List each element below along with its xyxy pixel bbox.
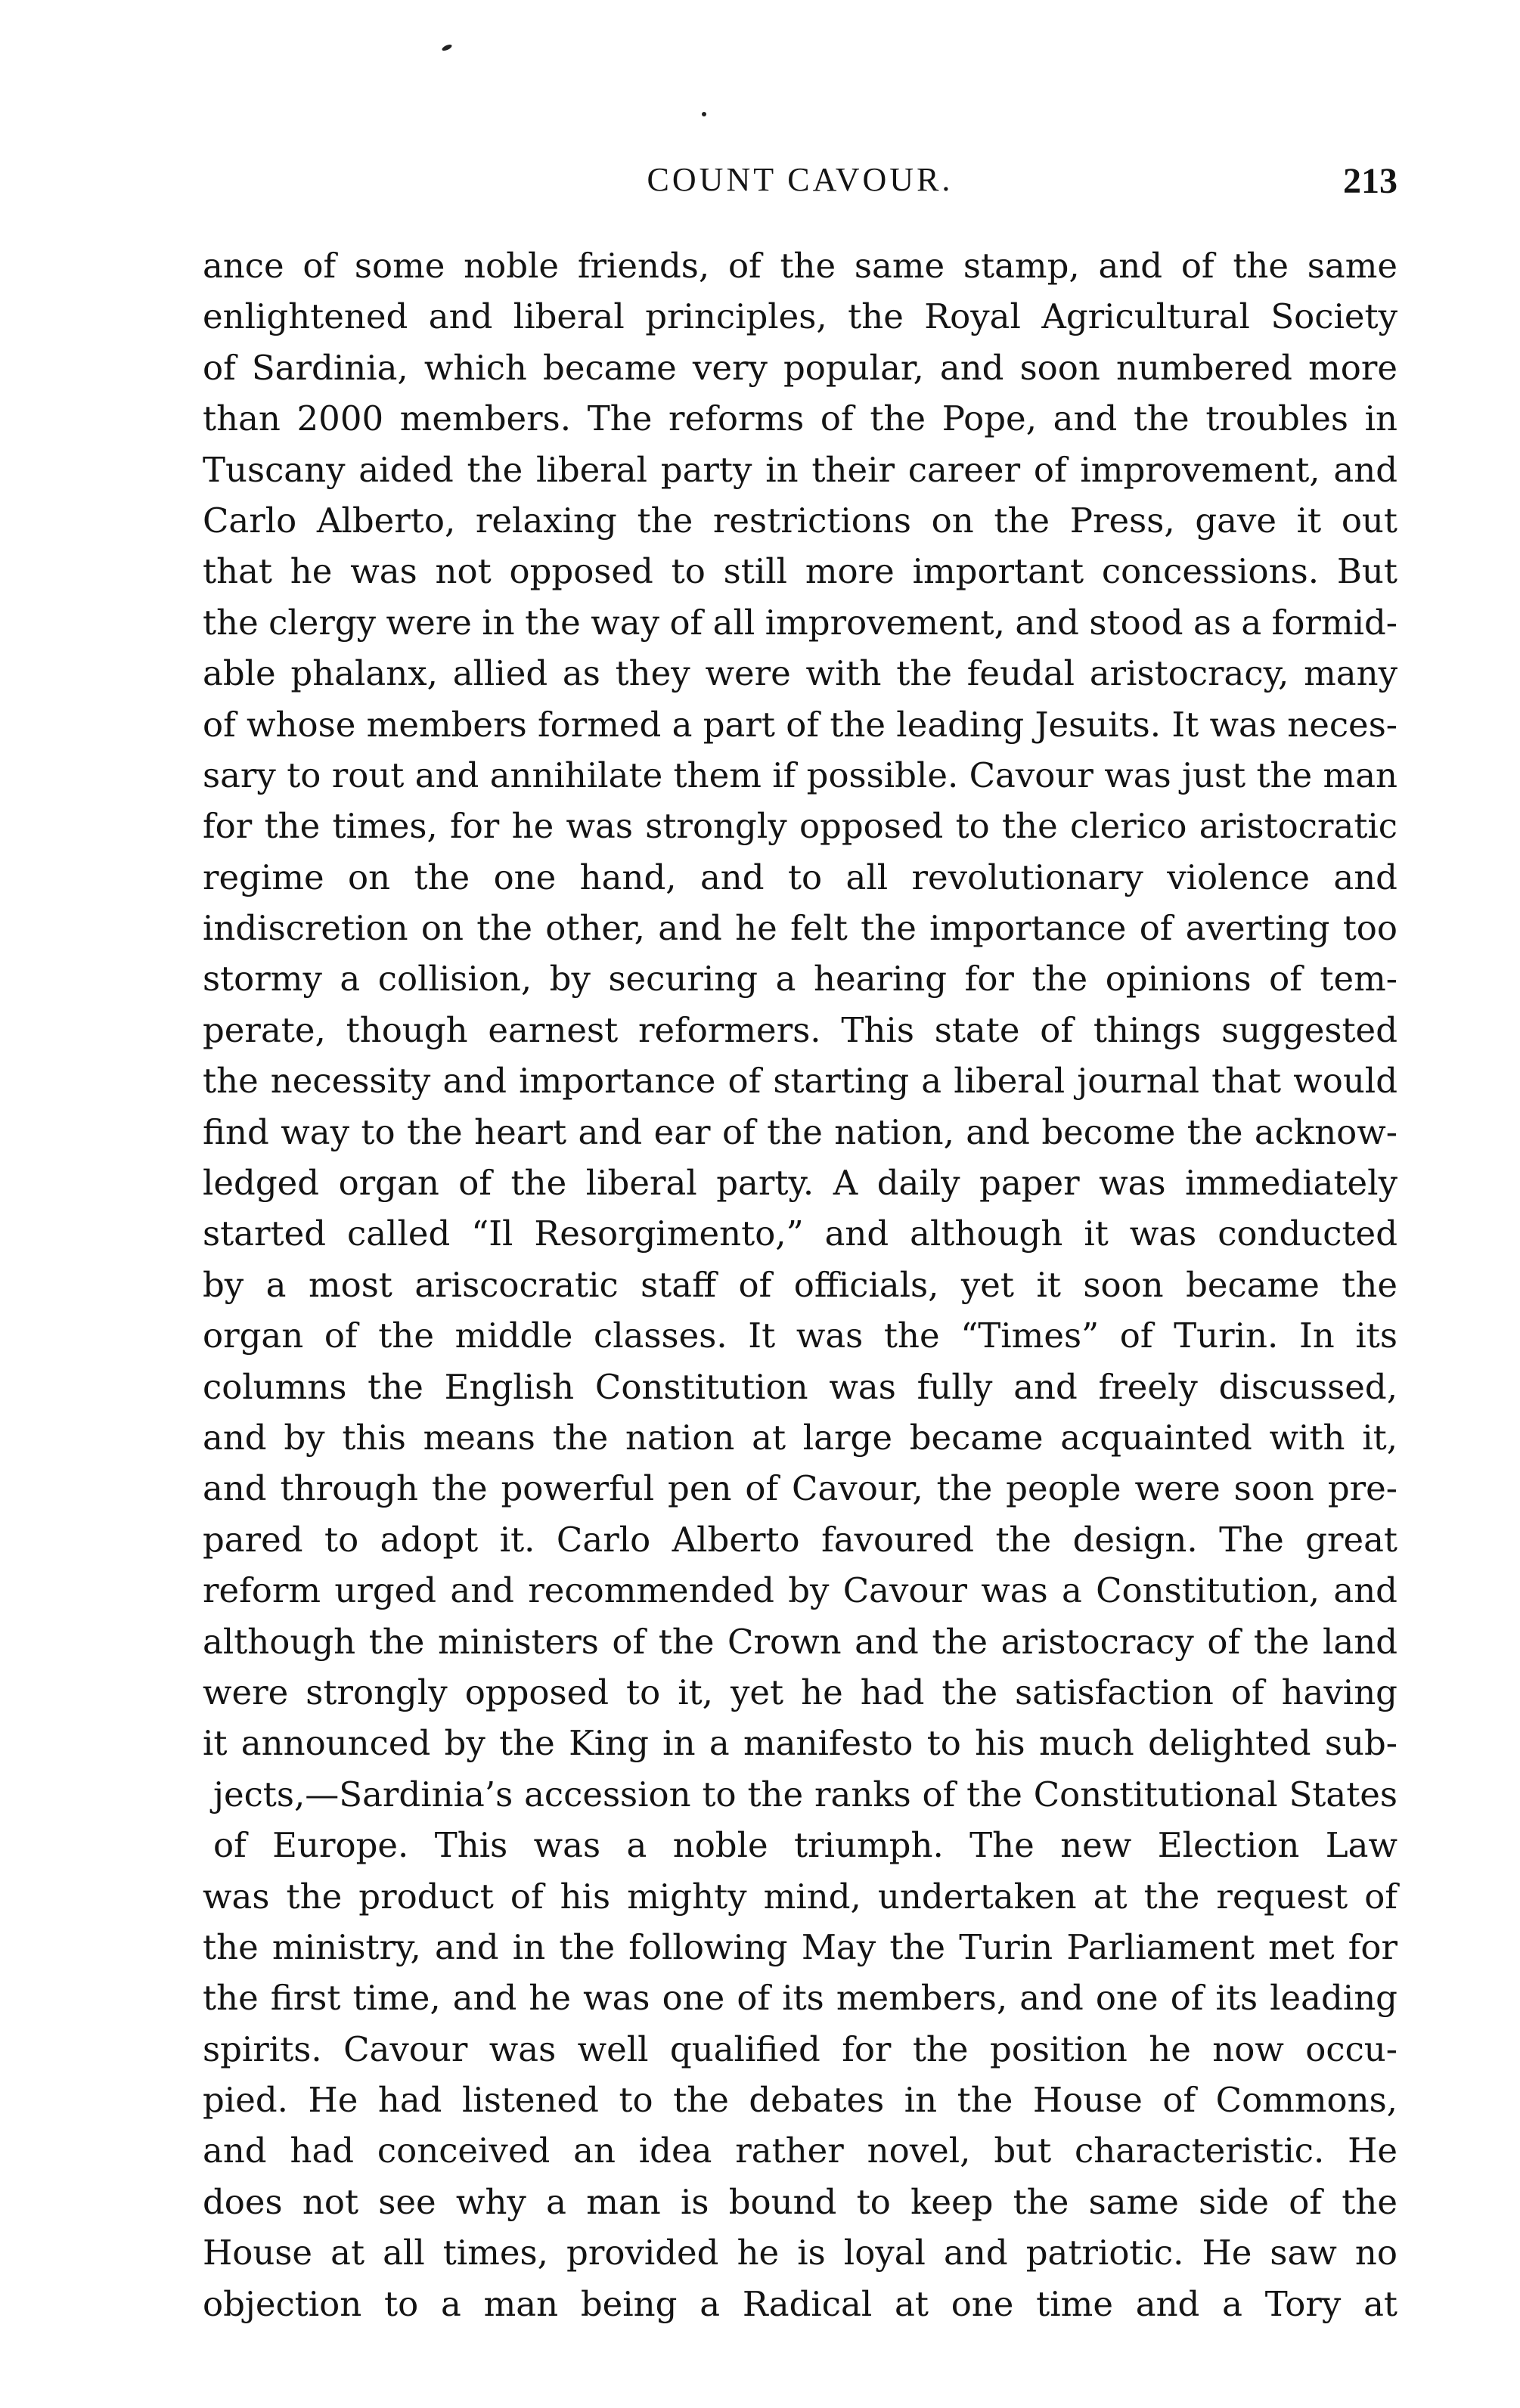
text-line: regime on the one hand, and to all revolutionary violence and [203,857,1397,897]
text-line: find way to the heart and ear of the nation, and become the acknow- [203,1111,1397,1152]
text-line: for the times, for he was strongly opposed to the clerico aristocratic [203,806,1397,847]
text-line: perate, though earnest reformers. This state of things suggested [203,1009,1397,1050]
text-line: able phalanx, allied as they were with the feudal aristocracy, many [203,653,1397,694]
text-line: the ministry, and in the following May the Turin Parliament met for [203,1926,1397,1967]
text-line: reform urged and recommended by Cavour was a Constitution, and [203,1570,1397,1611]
text-line: and through the powerful pen of Cavour, the people were soon pre- [203,1468,1397,1509]
text-line: than 2000 members. The reforms of the Pope, and the troubles in [203,398,1397,439]
text-line: by a most ariscocratic staff of officials, yet it soon became the [203,1264,1397,1305]
text-line: ledged organ of the liberal party. A daily paper was immediately [203,1163,1397,1204]
text-line: objection to a man being a Radical at one time and a Tory at [203,2283,1397,2324]
text-line: started called “Il Resorgimento,” and although it was conducted [203,1213,1397,1254]
text-line: sary to rout and annihilate them if possible. Cavour was just the man [203,755,1397,795]
text-line: pied. He had listened to the debates in the House of Commons, [203,2080,1397,2121]
text-line: indiscretion on the other, and he felt the importance of averting too [203,908,1397,949]
text-line: columns the English Constitution was fully and freely discussed, [203,1366,1397,1407]
text-line: of whose members formed a part of the leading Jesuits. It was neces- [203,704,1397,745]
text-line: organ of the middle classes. It was the “Times” of Turin. In its [203,1316,1397,1356]
body-text [203,240,1397,2329]
running-title: COUNT CAVOUR. [647,161,954,198]
text-line: it announced by the King in a manifesto to his much delighted sub- [203,1723,1397,1764]
text-line: Tuscany aided the liberal party in their career of improvement, and [203,449,1397,490]
text-line: the necessity and importance of starting a liberal journal that would [203,1061,1397,1102]
text-line: and had conceived an idea rather novel, but characteristic. He [203,2131,1397,2171]
text-line: Carlo Alberto, relaxing the restrictions on the Press, gave it out [203,500,1397,541]
text-line: ance of some noble friends, of the same stamp, and of the same [203,246,1397,286]
text-line: the clergy were in the way of all improvement, and stood as a formid- [203,602,1397,643]
text-line: that he was not opposed to still more important concessions. But [203,551,1397,592]
text-line: jects,—Sardinia’s accession to the ranks of the Constitutional States [213,1774,1397,1815]
text-line: the first time, and he was one of its members, and one of its leading [203,1978,1397,2019]
text-line: of Europe. This was a noble triumph. The new Election Law [213,1825,1397,1866]
text-line: was the product of his mighty mind, undertaken at the request of [203,1876,1397,1917]
text-line: of Sardinia, which became very popular, and soon numbered more [203,347,1397,388]
text-line: House at all times, provided he is loyal and patriotic. He saw no [203,2233,1397,2273]
running-head [203,160,1397,206]
text-line: enlightened and liberal principles, the Royal Agricultural Society [203,296,1397,337]
text-line: pared to adopt it. Carlo Alberto favoured the design. The great [203,1519,1397,1560]
text-line: does not see why a man is bound to keep the same side of the [203,2181,1397,2222]
ink-speck [702,112,706,116]
page-number: 213 [1343,161,1397,201]
ink-speck [441,43,452,51]
text-line: although the ministers of the Crown and the aristocracy of the land [203,1621,1397,1662]
text-line: and by this means the nation at large became acquainted with it, [203,1417,1397,1458]
text-line: stormy a collision, by securing a hearing for the opinions of tem- [203,959,1397,999]
text-line: were strongly opposed to it, yet he had the satisfaction of having [203,1672,1397,1712]
text-line: spirits. Cavour was well qualified for the position he now occu- [203,2028,1397,2069]
